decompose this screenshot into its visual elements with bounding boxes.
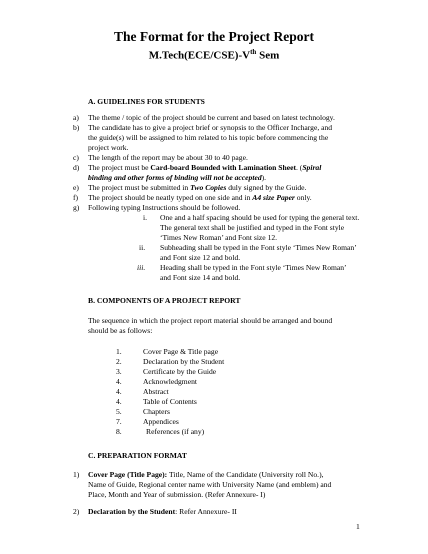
list-letter: g) xyxy=(73,203,80,212)
prep-item-1-line3: Place, Month and Year of submission. (Refer Annexure- I) xyxy=(88,490,266,499)
guideline-f: The project should be neatly typed on one side and in A4 size Paper only. xyxy=(88,193,312,202)
component-num: 4. xyxy=(116,387,122,396)
typing-rule-iii-line2: and Font size 14 and bold. xyxy=(160,273,241,282)
list-letter: b) xyxy=(73,123,80,132)
component-item: References (if any) xyxy=(146,427,205,436)
component-item: Declaration by the Student xyxy=(143,357,225,366)
guideline-a: The theme / topic of the project should be current and based on latest technology. xyxy=(88,113,335,122)
guideline-g: Following typing Instructions should be followed. xyxy=(88,203,241,212)
component-item: Chapters xyxy=(143,407,170,416)
component-item: Acknowledgment xyxy=(143,377,197,386)
component-item: Cover Page & Title page xyxy=(143,347,219,356)
section-b-heading: B. COMPONENTS OF A PROJECT REPORT xyxy=(88,296,241,305)
list-letter: d) xyxy=(73,163,80,172)
guideline-b-line3: project work. xyxy=(88,143,129,152)
list-number: 1) xyxy=(73,470,80,479)
component-num: 8. xyxy=(116,427,122,436)
component-item: Certificate by the Guide xyxy=(143,367,217,376)
component-num: 5. xyxy=(116,407,122,416)
list-letter: e) xyxy=(73,183,79,192)
component-num: 7. xyxy=(116,417,122,426)
page-title: The Format for the Project Report xyxy=(113,29,315,44)
guideline-d-line2: binding and other forms of binding will not be accepted). xyxy=(88,173,267,182)
component-item: Table of Contents xyxy=(143,397,197,406)
components-intro-line1: The sequence in which the project report material should be arranged and bound xyxy=(88,316,333,325)
list-letter: a) xyxy=(73,113,79,122)
section-c-heading: C. PREPARATION FORMAT xyxy=(88,451,187,460)
roman-numeral: i. xyxy=(143,213,148,222)
guideline-b-line1: The candidate has to give a project brief or synopsis to the Officer Incharge, and xyxy=(88,123,333,132)
component-num: 1. xyxy=(116,347,122,356)
typing-rule-ii-line2: and Font size 12 and bold. xyxy=(160,253,241,262)
component-num: 4. xyxy=(116,397,122,406)
prep-item-2: Declaration by the Student: Refer Annexure- II xyxy=(88,507,237,516)
guideline-b-line2: the guide(s) will be assigned to him related to his topic before commencing the xyxy=(88,133,329,142)
prep-item-1-line1: Cover Page (Title Page): Title, Name of the Candidate (University roll No.), xyxy=(88,470,324,479)
guideline-e: The project must be submitted in Two Copies duly signed by the Guide. xyxy=(88,183,307,192)
list-letter: c) xyxy=(73,153,79,162)
roman-numeral: iii. xyxy=(137,263,146,272)
page-subtitle: M.Tech(ECE/CSE)-Vth Sem xyxy=(148,48,280,62)
component-num: 2. xyxy=(116,357,122,366)
list-number: 2) xyxy=(73,507,80,516)
component-num: 4. xyxy=(116,377,122,386)
component-num: 3. xyxy=(116,367,122,376)
typing-rule-i-line3: ‘Times New Roman’ and Font size 12. xyxy=(160,233,278,242)
typing-rule-i-line1: One and a half spacing should be used for typing the general text. xyxy=(160,213,360,222)
typing-rule-iii-line1: Heading shall be typed in the Font style ‘Times New Roman’ xyxy=(160,263,347,272)
components-intro-line2: should be as follows: xyxy=(88,326,153,335)
roman-numeral: ii. xyxy=(139,243,146,252)
component-item: Abstract xyxy=(143,387,169,396)
component-item: Appendices xyxy=(143,417,179,426)
prep-item-1-line2: Name of Guide, Regional center name with University Name (and emblem) and xyxy=(88,480,332,489)
list-letter: f) xyxy=(73,193,79,202)
section-a-heading: A. GUIDELINES FOR STUDENTS xyxy=(88,97,205,106)
page-number: 1 xyxy=(356,522,360,531)
guideline-d-line1: The project must be Card-board Bounded with Lamination Sheet. (Spiral xyxy=(88,163,322,172)
typing-rule-i-line2: The general text shall be justified and typed in the Font style xyxy=(160,223,345,232)
guideline-c: The length of the report may be about 30 to 40 page. xyxy=(88,153,248,162)
typing-rule-ii-line1: Subheading shall be typed in the Font style ‘Times New Roman’ xyxy=(160,243,357,252)
